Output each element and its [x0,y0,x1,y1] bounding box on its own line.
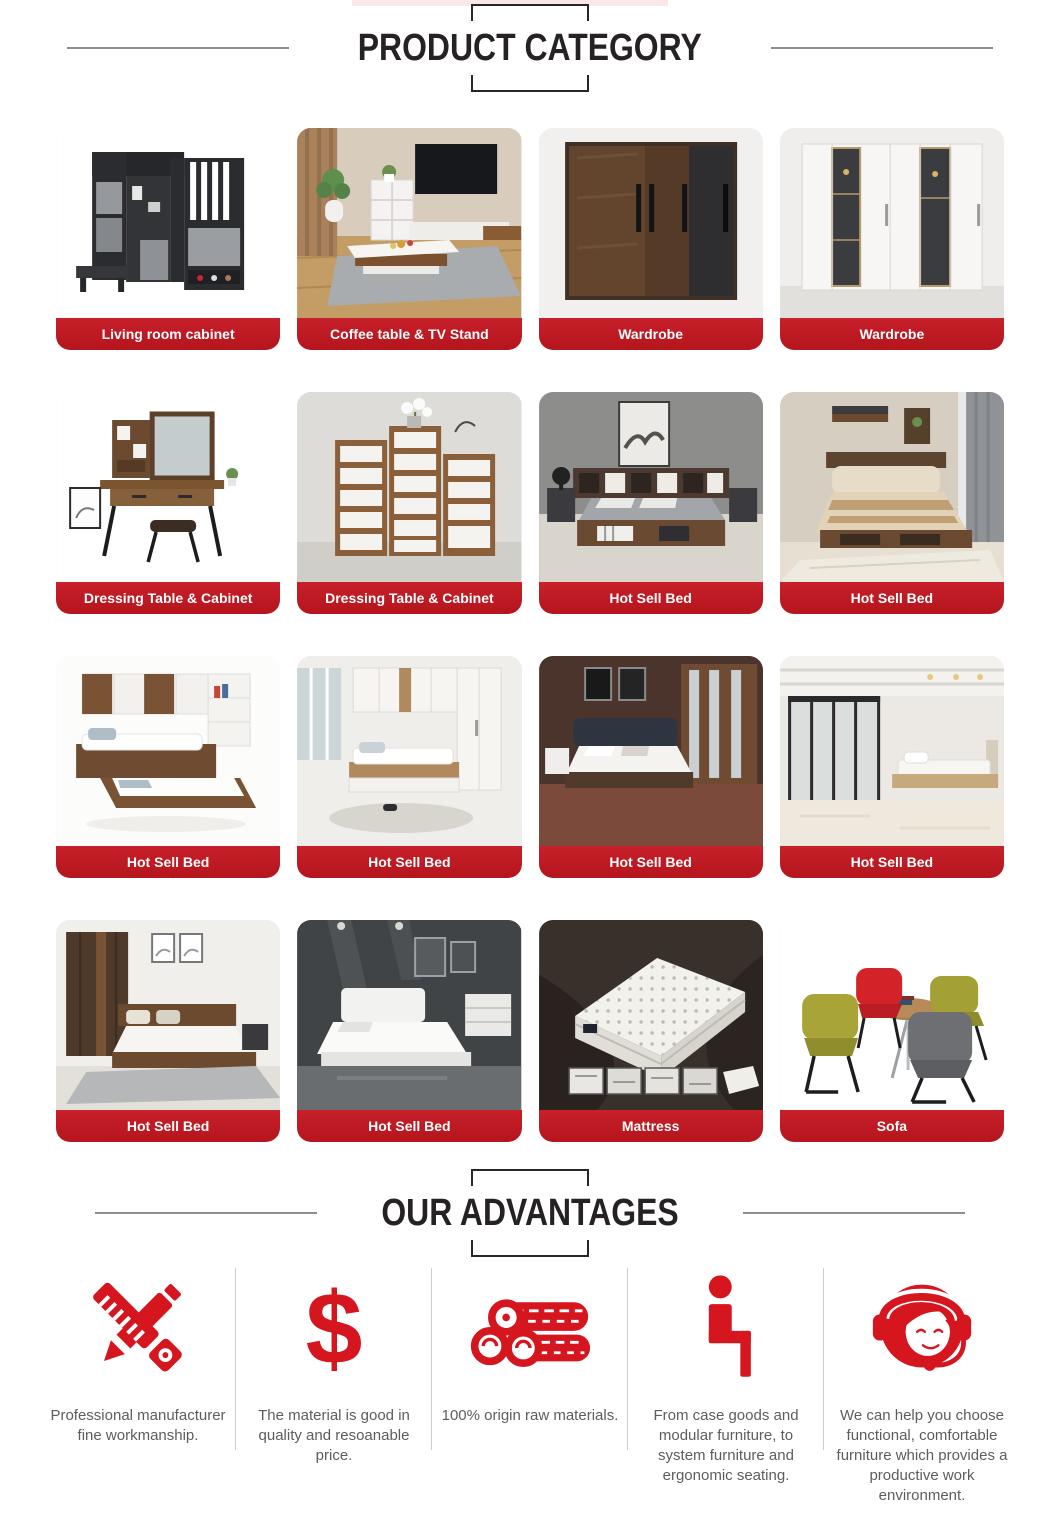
kids-trundle-bed-photo [56,656,280,846]
armchair-set-photo [780,920,1004,1110]
ruler-pencil-icon [48,1268,228,1386]
product-card[interactable] [297,128,521,350]
bracket-bottom-decoration [471,75,589,92]
sliding-wardrobe-bed-photo [56,920,280,1110]
category-label[interactable]: Living room cabinet [56,318,280,350]
advantage-text: Professional manufacturer fine workmanship. [50,1407,226,1444]
category-label[interactable]: Coffee table & TV Stand [297,318,521,350]
stepped-drawer-cabinet-photo [297,392,521,582]
category-label[interactable]: Hot Sell Bed [780,846,1004,878]
white-gloss-bed-photo [297,920,521,1110]
header-rule-right [743,1212,965,1214]
walnut-bed-beige-room-photo [780,392,1004,582]
minimal-glass-room-bed-photo [780,656,1004,846]
white-glass-wardrobe-photo [780,128,1004,318]
category-label[interactable]: Mattress [539,1110,763,1142]
svg-text:$: $ [305,1273,363,1381]
category-label[interactable]: Sofa [780,1110,1004,1142]
living-room-cabinet-photo [56,128,280,318]
section-header-our-advantages [0,1168,1060,1258]
wood-logs-icon [440,1268,620,1386]
bracket-bottom-decoration [471,1240,589,1257]
product-card[interactable] [780,128,1004,350]
ergonomic-seat-icon [636,1268,816,1386]
category-label[interactable]: Hot Sell Bed [297,846,521,878]
product-card[interactable] [780,392,1004,614]
quilted-mattress-photo [539,920,763,1110]
advantage-text: The material is good in quality and resoanable price. [258,1407,410,1464]
advantage-item [824,1268,1020,1506]
product-card[interactable] [297,392,521,614]
advantage-item [236,1268,432,1506]
header-title-wrap [315,29,745,67]
category-label[interactable]: Wardrobe [780,318,1004,350]
header-rule-right [771,47,993,49]
category-label[interactable]: Hot Sell Bed [56,1110,280,1142]
advantage-item [40,1268,236,1506]
advantages-row [40,1268,1020,1506]
coffee-table-tv-stand-photo [297,128,521,318]
page-title: PRODUCT CATEGORY [357,27,703,69]
dark-room-bed-wardrobe-photo [539,656,763,846]
header-title-wrap [343,1194,717,1232]
walnut-wardrobe-photo [539,128,763,318]
advantage-item [432,1268,628,1506]
advantages-title: OUR ADVANTAGES [381,1192,679,1234]
category-label[interactable]: Hot Sell Bed [539,582,763,614]
category-label[interactable]: Hot Sell Bed [297,1110,521,1142]
section-header-product-category [0,0,1060,96]
bed-overhead-wardrobe-photo [297,656,521,846]
dressing-table-mirror-photo [56,392,280,582]
header-rule-left [67,47,289,49]
product-card[interactable] [539,392,763,614]
category-label[interactable]: Dressing Table & Cabinet [297,582,521,614]
advantage-text: From case goods and modular furniture, to system furniture and ergonomic seating. [653,1407,799,1484]
category-label[interactable]: Hot Sell Bed [56,846,280,878]
product-card[interactable] [780,656,1004,878]
bracket-top-decoration [471,1169,589,1186]
advantage-item [628,1268,824,1506]
product-card[interactable] [56,656,280,878]
category-label[interactable]: Hot Sell Bed [780,582,1004,614]
product-card[interactable] [780,920,1004,1142]
category-label[interactable]: Hot Sell Bed [539,846,763,878]
product-card[interactable] [297,920,521,1142]
product-card[interactable] [539,128,763,350]
advantage-text: We can help you choose functional, comfortable furniture which provides a productive work environment. [836,1407,1008,1504]
product-card[interactable] [56,128,280,350]
product-card[interactable] [56,392,280,614]
product-category-grid [56,128,1004,1142]
dollar-icon [244,1268,424,1386]
product-card[interactable] [539,920,763,1142]
bracket-top-decoration [471,4,589,21]
product-card[interactable] [56,920,280,1142]
walnut-bed-gray-room-photo [539,392,763,582]
customer-support-icon [832,1268,1012,1386]
header-rule-left [95,1212,317,1214]
product-card[interactable] [539,656,763,878]
category-label[interactable]: Wardrobe [539,318,763,350]
category-label[interactable]: Dressing Table & Cabinet [56,582,280,614]
product-card[interactable] [297,656,521,878]
advantage-text: 100% origin raw materials. [441,1407,619,1424]
